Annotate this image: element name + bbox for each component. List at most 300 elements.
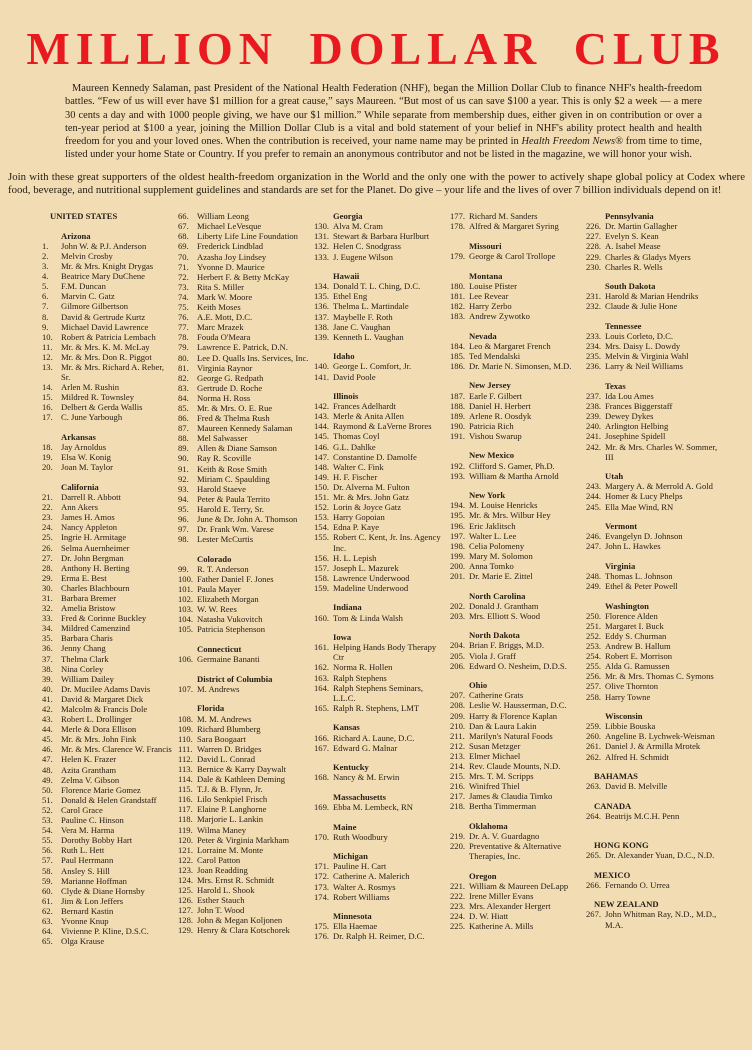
entry-number: 92. <box>178 473 189 484</box>
entry-name: A. Isabel Mease <box>605 241 661 252</box>
entry-number: 22. <box>42 502 53 513</box>
entry-number: 193. <box>450 470 466 481</box>
entry-name: Mr. & Mrs. Thomas C. Symons <box>605 671 714 682</box>
entry-name: Marilyn's Natural Foods <box>469 730 553 741</box>
entry-number: 260. <box>586 731 602 742</box>
entry-name: Susan Metzger <box>469 740 521 751</box>
entry-number: 71. <box>178 261 189 272</box>
list-item <box>450 791 583 801</box>
entry-number: 265. <box>586 850 602 861</box>
entry-number: 243. <box>586 481 602 492</box>
state-header: Indiana <box>333 602 362 613</box>
entry-number: 40. <box>42 683 53 694</box>
entry-name: John & Megan Koljonen <box>197 915 283 926</box>
list-item <box>42 583 175 593</box>
entry-name: Jay Arnoldus <box>61 442 107 453</box>
list-item <box>42 382 175 392</box>
state-header: Washington <box>605 600 649 611</box>
entry-number: 147. <box>314 451 330 462</box>
entry-name: Thomas Coyl <box>333 431 380 442</box>
list-item <box>586 621 719 631</box>
state-header: Nevada <box>469 330 497 341</box>
entry-number: 38. <box>42 663 53 674</box>
entry-name: Charles & Gladys Myers <box>605 251 691 262</box>
entry-number: 257. <box>586 681 602 692</box>
entry-name: Mr. & Mrs. O. E. Rue <box>197 402 273 413</box>
entry-number: 248. <box>586 571 602 581</box>
entry-number: 66. <box>178 211 189 222</box>
entry-name: Germaine Bananti <box>197 654 260 665</box>
list-item <box>42 543 175 553</box>
list-item <box>450 711 583 721</box>
entry-name: Ann Akers <box>61 502 98 513</box>
list-item <box>42 251 175 261</box>
entry-name: Viola J. Graff <box>469 650 516 661</box>
list-item <box>314 642 447 662</box>
entry-name: Lorin & Joyce Gatz <box>333 502 402 513</box>
entry-number: 186. <box>450 360 466 371</box>
entry-name: Stewart & Barbara Hurlburt <box>333 231 430 242</box>
entry-name: Arlington Helbing <box>605 421 669 432</box>
entry-name: Joan Readding <box>197 864 248 875</box>
entry-number: 222. <box>450 891 466 902</box>
entry-name: F.M. Duncan <box>61 281 106 292</box>
entry-name: Florence Marie Gomez <box>61 784 141 795</box>
entry-name: Charles Blachbourn <box>61 582 130 593</box>
list-item <box>450 731 583 741</box>
entry-number: 63. <box>42 915 53 926</box>
list-item <box>42 633 175 643</box>
intro-paragraph <box>65 82 702 162</box>
list-item <box>314 332 447 342</box>
entry-number: 204. <box>450 640 466 651</box>
entry-number: 60. <box>42 885 53 896</box>
entry-name: Mrs. Daisy L. Dowdy <box>605 341 681 352</box>
entry-number: 108. <box>178 713 194 724</box>
state-header: Minnesota <box>333 911 372 922</box>
entry-number: 23. <box>42 512 53 523</box>
entry-number: 234. <box>586 341 602 352</box>
entry-number: 195. <box>450 510 466 521</box>
entry-name: Elsa W. Konig <box>61 452 111 463</box>
entry-number: 168. <box>314 772 330 783</box>
entry-number: 267. <box>586 909 602 920</box>
entry-name: Lorraine M. Monte <box>197 844 264 855</box>
entry-number: 201. <box>450 571 466 581</box>
entry-name: Robert L. Drollinger <box>61 714 132 725</box>
list-item <box>314 372 447 382</box>
entry-name: Bertha Timmerman <box>469 801 537 812</box>
list-item <box>42 342 175 352</box>
entry-name: Mr. & Mrs. Clarence W. Francis <box>61 744 172 755</box>
entry-number: 182. <box>450 300 466 311</box>
list-item <box>450 831 583 841</box>
list-item <box>42 593 175 603</box>
list-item <box>314 662 447 672</box>
list-item <box>450 571 583 581</box>
list-item <box>314 573 447 583</box>
entry-number: 56. <box>42 845 53 856</box>
entry-number: 217. <box>450 791 466 802</box>
entry-number: 160. <box>314 612 330 623</box>
entry-name: Evelyn S. Kean <box>605 231 659 242</box>
list-item <box>450 311 583 321</box>
entry-number: 223. <box>450 901 466 912</box>
entry-name: Marc Mrazek <box>197 322 244 333</box>
list-item <box>42 785 175 795</box>
list-item <box>178 464 311 474</box>
entry-number: 138. <box>314 321 330 332</box>
entry-name: Winifred Thiel <box>469 781 520 792</box>
list-item <box>42 815 175 825</box>
entry-name: M. Louise Henricks <box>469 500 538 511</box>
entry-name: Joan M. Taylor <box>61 462 113 473</box>
list-item <box>178 413 311 423</box>
entry-name: Ray R. Scoville <box>197 453 252 464</box>
entry-name: Merle & Anita Allen <box>333 411 404 422</box>
entry-number: 156. <box>314 552 330 563</box>
list-item <box>586 541 719 551</box>
state-header: Arizona <box>61 230 91 241</box>
entry-number: 130. <box>314 221 330 232</box>
list-item <box>314 252 447 262</box>
entry-number: 155. <box>314 532 330 543</box>
entry-name: Richard M. Sanders <box>469 211 538 222</box>
entry-name: R. T. Anderson <box>197 563 249 574</box>
list-item <box>314 241 447 251</box>
entry-name: Louis Corleto, D.C. <box>605 331 674 342</box>
state-header: Oregon <box>469 870 497 881</box>
entry-name: Ralph Stephens <box>333 672 387 683</box>
state-header: Vermont <box>605 521 638 532</box>
entry-number: 77. <box>178 322 189 333</box>
entry-name: H. F. Fischer <box>333 471 378 482</box>
list-item <box>178 353 311 363</box>
list-item <box>314 301 447 311</box>
list-item <box>42 332 175 342</box>
list-item <box>42 261 175 271</box>
list-item <box>314 291 447 301</box>
entry-name: M. Andrews <box>197 683 240 694</box>
list-item <box>586 502 719 512</box>
list-item <box>42 734 175 744</box>
entry-number: 261. <box>586 741 602 752</box>
entry-name: Norma H. Ross <box>197 392 251 403</box>
entry-number: 74. <box>178 291 189 302</box>
entry-number: 118. <box>178 814 193 825</box>
entry-name: Marianne Hoffman <box>61 875 127 886</box>
state-header: Missouri <box>469 240 502 251</box>
entry-name: Elizabeth Morgan <box>197 594 259 605</box>
entry-number: 8. <box>42 311 49 322</box>
entry-name: David B. Melville <box>605 781 668 792</box>
list-item <box>42 835 175 845</box>
state-header: Colorado <box>197 553 232 564</box>
entry-name: W. W. Rees <box>197 604 237 615</box>
list-item <box>450 881 583 891</box>
entry-number: 37. <box>42 653 53 664</box>
entry-name: Eddy S. Churman <box>605 630 667 641</box>
entry-name: Madeline Underwood <box>333 582 409 593</box>
entry-number: 86. <box>178 413 189 424</box>
list-item <box>450 700 583 710</box>
entry-number: 65. <box>42 936 53 947</box>
state-header: Connecticut <box>197 644 242 655</box>
list-item <box>586 641 719 651</box>
entry-name: Homer & Lucy Phelps <box>605 491 683 502</box>
list-item <box>314 563 447 573</box>
state-header: Pennsylvania <box>605 211 654 222</box>
entry-name: Clifford S. Gamer, Ph.D. <box>469 460 555 471</box>
list-item <box>178 825 311 835</box>
entry-name: Alva M. Cram <box>333 221 383 232</box>
entry-name: Frances Biggerstaff <box>605 401 673 412</box>
entry-name: M. M. Andrews <box>197 713 252 724</box>
list-item <box>42 452 175 462</box>
list-item <box>178 905 311 915</box>
entry-number: 133. <box>314 251 330 262</box>
entry-number: 120. <box>178 834 194 845</box>
list-item <box>450 531 583 541</box>
list-item <box>178 312 311 322</box>
entry-name: Norma R. Hollen <box>333 662 393 673</box>
entry-name: Anthony H. Berting <box>61 562 130 573</box>
entry-name: Helen C. Snodgrass <box>333 241 402 252</box>
entry-number: 110. <box>178 733 193 744</box>
entry-name: Edna P. Kaye <box>333 522 380 533</box>
entry-number: 25. <box>42 532 53 543</box>
entry-name: Harold & Marian Hendriks <box>605 291 699 302</box>
entry-number: 134. <box>314 281 330 292</box>
entry-name: Mrs. Alexander Hergert <box>469 901 551 912</box>
entry-number: 239. <box>586 411 602 422</box>
list-item <box>178 855 311 865</box>
state-header: Maine <box>333 821 357 832</box>
list-item <box>586 442 719 462</box>
entry-name: Maybelle F. Roth <box>333 311 393 322</box>
entry-name: William Dailey <box>61 673 114 684</box>
entry-name: Catherine A. Malerich <box>333 871 410 882</box>
entry-number: 88. <box>178 433 189 444</box>
entry-number: 44. <box>42 724 53 735</box>
list-item <box>178 494 311 504</box>
list-item <box>42 866 175 876</box>
list-item <box>42 402 175 412</box>
list-item <box>42 412 175 422</box>
list-item <box>450 281 583 291</box>
entry-number: 190. <box>450 420 466 431</box>
entry-number: 14. <box>42 382 53 393</box>
entry-number: 48. <box>42 764 53 775</box>
entry-name: Rev. Claude Mounts, N.D. <box>469 761 561 771</box>
entry-name: Donald & Helen Grandstaff <box>61 794 157 805</box>
list-item <box>178 584 311 594</box>
entry-number: 11. <box>42 341 53 352</box>
entry-number: 52. <box>42 804 53 815</box>
entry-name: Harold L. Shook <box>197 885 255 896</box>
list-item <box>178 211 311 221</box>
entry-number: 154. <box>314 522 330 533</box>
entry-number: 34. <box>42 623 53 634</box>
list-item <box>586 241 719 251</box>
entry-name: Ansley S. Hill <box>61 865 110 876</box>
entry-number: 2. <box>42 250 49 261</box>
entry-number: 183. <box>450 310 466 321</box>
state-header: North Carolina <box>469 590 526 601</box>
entry-number: 166. <box>314 732 330 743</box>
list-item <box>42 643 175 653</box>
list-item <box>178 282 311 292</box>
entry-name: Frederick Lindblad <box>197 241 264 252</box>
list-item <box>450 640 583 650</box>
list-item <box>314 482 447 492</box>
entry-name: Walter C. Fink <box>333 461 384 472</box>
entry-number: 18. <box>42 442 53 453</box>
entry-name: Liberty Life Line Foundation <box>197 231 298 242</box>
entry-name: Mr. & Mrs. Richard A. Reber, Sr. <box>61 362 165 383</box>
entry-number: 139. <box>314 331 330 342</box>
list-item <box>586 431 719 441</box>
list-item <box>178 292 311 302</box>
entry-name: Darrell R. Abbott <box>61 492 121 503</box>
list-item <box>450 510 583 520</box>
list-item <box>42 573 175 583</box>
list-item <box>314 522 447 532</box>
entry-name: Maureen Kennedy Salaman <box>197 423 293 434</box>
entry-number: 122. <box>178 854 194 865</box>
list-item <box>586 741 719 751</box>
list-item <box>450 771 583 781</box>
entry-number: 151. <box>314 492 330 503</box>
donor-column <box>314 211 447 941</box>
state-header: Kansas <box>333 722 360 733</box>
entry-number: 250. <box>586 610 602 621</box>
list-item <box>178 534 311 544</box>
list-item <box>42 462 175 472</box>
entry-name: Edward O. Nesheim, D.D.S. <box>469 660 567 671</box>
donor-list <box>42 211 752 946</box>
list-item <box>42 613 175 623</box>
entry-name: Jim & Lon Jeffers <box>61 895 124 906</box>
entry-number: 9. <box>42 321 49 332</box>
list-item <box>314 281 447 291</box>
country-header: UNITED STATES <box>50 211 118 222</box>
entry-number: 113. <box>178 763 193 774</box>
list-item <box>178 514 311 524</box>
entry-number: 114. <box>178 774 193 785</box>
entry-name: Gertrude D. Roche <box>197 382 263 393</box>
entry-number: 157. <box>314 562 330 573</box>
entry-number: 237. <box>586 391 602 402</box>
list-item <box>450 251 583 261</box>
entry-name: Esther Stauch <box>197 895 245 906</box>
state-header: South Dakota <box>605 281 656 292</box>
list-item <box>450 601 583 611</box>
entry-name: Carol Patton <box>197 854 241 865</box>
entry-name: Donald T. L. Ching, D.C. <box>333 281 421 292</box>
entry-name: Raymond & LaVerne Brores <box>333 421 432 432</box>
list-item <box>586 721 719 731</box>
entry-number: 209. <box>450 710 466 721</box>
list-item <box>42 312 175 322</box>
list-item <box>42 512 175 522</box>
entry-name: Evangelyn D. Johnson <box>605 531 683 542</box>
entry-name: George G. Redpath <box>197 372 264 383</box>
list-item <box>42 765 175 775</box>
state-header: Tennessee <box>605 321 642 332</box>
entry-number: 214. <box>450 761 466 771</box>
entry-number: 80. <box>178 352 189 363</box>
list-item <box>450 761 583 771</box>
entry-name: Earle F. Gilbert <box>469 390 523 401</box>
state-header: Iowa <box>333 632 352 643</box>
entry-number: 3. <box>42 261 49 272</box>
entry-number: 228. <box>586 241 602 252</box>
list-item <box>178 342 311 352</box>
entry-number: 53. <box>42 815 53 826</box>
list-item <box>178 363 311 373</box>
entry-number: 5. <box>42 281 49 292</box>
entry-name: Dr. Alverna M. Fulton <box>333 481 410 492</box>
entry-name: Robert & Patricia Lembach <box>61 331 156 342</box>
entry-number: 244. <box>586 491 602 502</box>
entry-name: Elaine P. Langhorne <box>197 804 267 815</box>
list-item <box>314 421 447 431</box>
entry-number: 124. <box>178 875 194 885</box>
entry-name: Daniel H. Herbert <box>469 400 531 411</box>
entry-name: Dr. Ralph H. Reimer, D.C. <box>333 931 425 942</box>
entry-name: Frances Adelhardt <box>333 401 396 412</box>
entry-name: Richard A. Laune, D.C. <box>333 732 415 743</box>
entry-name: Fred & Thelma Rush <box>197 413 270 424</box>
list-item <box>178 915 311 925</box>
entry-name: Merle & Dora Ellison <box>61 724 137 735</box>
list-item <box>450 461 583 471</box>
entry-name: Harold E. Terry, Sr. <box>197 503 264 514</box>
list-item <box>586 481 719 491</box>
entry-number: 219. <box>450 831 466 842</box>
entry-name: William & Martha Arnold <box>469 470 559 481</box>
list-item <box>178 684 311 694</box>
entry-name: Sara Boogaart <box>197 733 246 744</box>
entry-name: Barbara Charis <box>61 633 113 644</box>
entry-number: 224. <box>450 911 466 922</box>
list-item <box>178 272 311 282</box>
entry-number: 149. <box>314 471 330 482</box>
entry-name: Ingrie H. Armitage <box>61 532 127 543</box>
entry-name: Mr. & Mrs. John Fink <box>61 734 137 745</box>
entry-name: June & Dr. John A. Thomson <box>197 514 298 524</box>
donor-column <box>178 211 311 935</box>
entry-name: Donald J. Grantham <box>469 600 539 611</box>
intro-magazine-name: Health Freedom News® <box>521 136 623 148</box>
list-item <box>586 752 719 762</box>
entry-name: Dr. Alexander Yuan, D.C., N.D. <box>605 850 715 861</box>
list-item <box>450 561 583 571</box>
list-item <box>178 865 311 875</box>
entry-number: 72. <box>178 271 189 282</box>
list-item <box>450 301 583 311</box>
list-item <box>178 564 311 574</box>
list-item <box>178 734 311 744</box>
list-item <box>178 885 311 895</box>
entry-number: 211. <box>450 730 465 741</box>
list-item <box>314 512 447 522</box>
entry-name: Erma E. Best <box>61 572 107 583</box>
entry-name: Dr. Marie E. Zittel <box>469 571 533 581</box>
entry-number: 202. <box>450 600 466 611</box>
entry-name: Ralph Stephens Seminars, L.L.C. <box>333 682 423 703</box>
